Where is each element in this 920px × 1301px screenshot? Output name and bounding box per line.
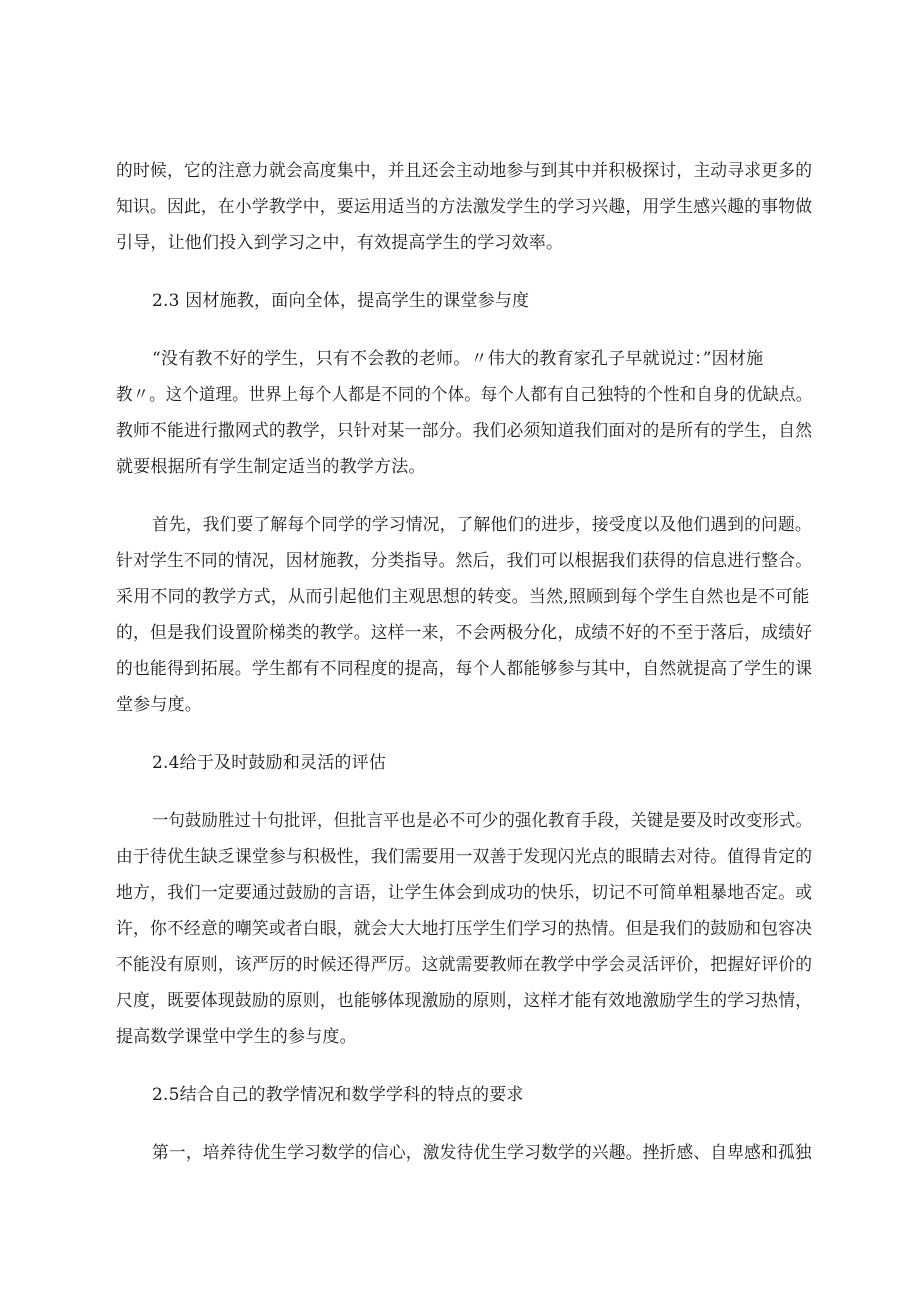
paragraph-line: 教〃。这个道理。世界上每个人都是不同的个体。每个人都有自己独特的个性和自身的优缺点。	[116, 385, 813, 405]
paragraph-line: 由于待优生缺乏课堂参与积极性，我们需要用一双善于发现闪光点的眼睛去对待。值得肯定的	[116, 847, 813, 867]
paragraph-line: 的时候，它的注意力就会高度集中，并且还会主动地参与到其中并积极探讨，主动寻求更多的	[116, 161, 813, 181]
paragraph-line: 地方，我们一定要通过鼓励的言语，让学生体会到成功的快乐，切记不可简单粗暴地否定。或	[116, 883, 813, 903]
paragraph-line: 许，你不经意的嘲笑或者白眼，就会大大地打压学生们学习的热情。但是我们的鼓励和包容决	[116, 919, 813, 939]
paragraph-line: 知识。因此，在小学教学中，要运用适当的方法激发学生的学习兴趣，用学生感兴趣的事物做	[116, 197, 813, 217]
paragraph-line: 的也能得到拓展。学生都有不同程度的提高，每个人都能够参与其中，自然就提高了学生的课	[116, 659, 813, 679]
paragraph-line: 首先，我们要了解每个同学的学习情况，了解他们的进步，接受度以及他们遇到的问题。	[152, 515, 812, 535]
paragraph-line: 堂参与度。	[116, 695, 202, 715]
paragraph-line: 就要根据所有学生制定适当的教学方法。	[116, 457, 426, 477]
paragraph-line: 针对学生不同的情况，因材施教，分类指导。然后，我们可以根据我们获得的信息进行整合。	[116, 551, 813, 571]
paragraph-line: 的，但是我们设置阶梯类的教学。这样一来，不会两极分化，成绩不好的不至于落后，成绩好	[116, 623, 813, 643]
paragraph-line: 不能没有原则，该严厉的时候还得严厉。这就需要教师在教学中学会灵活评价，把握好评价的	[116, 955, 813, 975]
paragraph-line: “没有教不好的学生，只有不会教的老师。〃伟大的教育家孔子早就说过：”因材施	[152, 349, 764, 369]
paragraph-line: 教师不能进行撒网式的教学，只针对某一部分。我们必须知道我们面对的是所有的学生，自然	[116, 421, 813, 441]
section-heading: 2.5结合自己的教学情况和数学学科的特点的要求	[152, 1085, 524, 1105]
section-heading: 2.4给于及时鼓励和灵活的评估	[152, 753, 387, 773]
paragraph-line: 第一，培养待优生学习数学的信心，激发待优生学习数学的兴趣。挫折感、自卑感和孤独	[152, 1143, 812, 1163]
paragraph-line: 尺度，既要体现鼓励的原则，也能够体现激励的原则，这样才能有效地激励学生的学习热情，	[116, 991, 813, 1011]
paragraph-line: 引导，让他们投入到学习之中，有效提高学生的学习效率。	[116, 233, 564, 253]
paragraph-line: 提高数学课堂中学生的参与度。	[116, 1027, 357, 1047]
paragraph-line: 采用不同的教学方式，从而引起他们主观思想的转变。当然,照顾到每个学生自然也是不可能	[116, 587, 810, 607]
section-heading: 2.3 因材施教，面向全体，提高学生的课堂参与度	[152, 291, 530, 311]
paragraph-line: 一句鼓励胜过十句批评，但批言平也是必不可少的强化教育手段，关键是要及时改变形式。	[152, 811, 812, 831]
